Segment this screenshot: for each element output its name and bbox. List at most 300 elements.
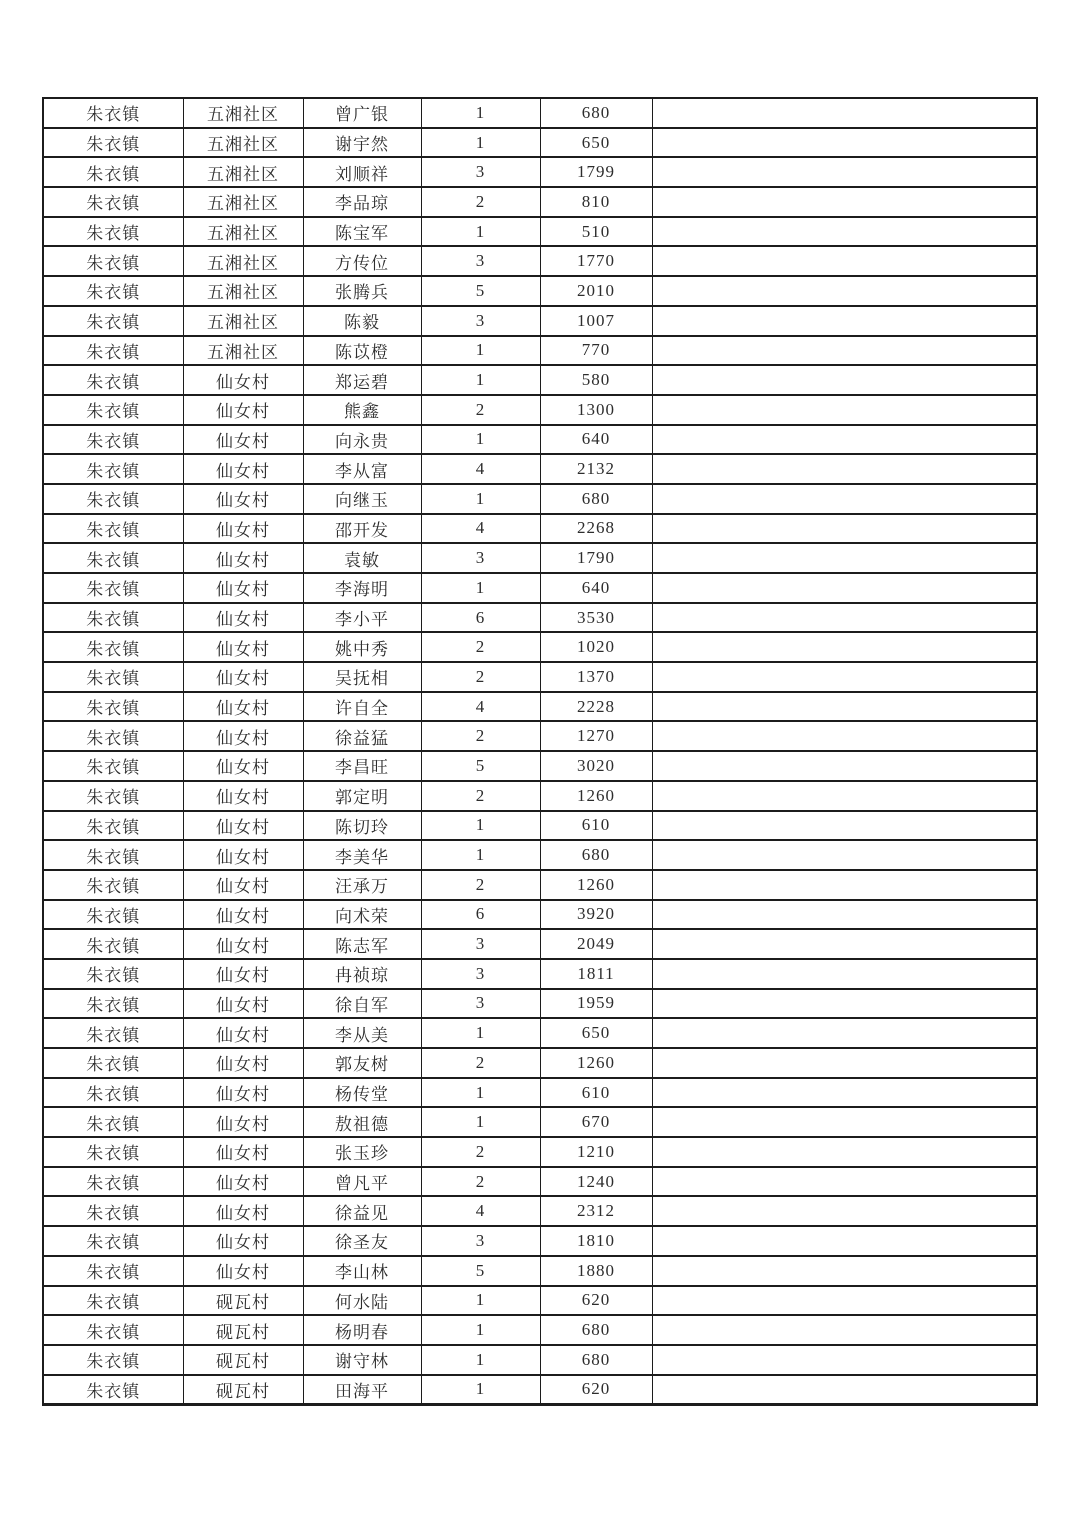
table-row	[43, 1286, 1037, 1316]
table-row	[43, 187, 1037, 217]
table-row	[43, 98, 1037, 128]
name-cell: 张玉珍	[303, 1137, 421, 1167]
amount-cell: 2010	[540, 276, 652, 306]
count-cell: 1	[421, 1107, 540, 1137]
name-cell: 谢宇然	[303, 128, 421, 158]
community-cell: 砚瓦村	[183, 1375, 303, 1405]
name-cell: 吴抚相	[303, 662, 421, 692]
amount-cell: 1799	[540, 157, 652, 187]
table-row	[43, 1167, 1037, 1197]
community-cell: 砚瓦村	[183, 1286, 303, 1316]
amount-cell: 1770	[540, 246, 652, 276]
table-row	[43, 870, 1037, 900]
name-cell: 陈切玲	[303, 811, 421, 841]
community-cell: 仙女村	[183, 365, 303, 395]
community-cell: 仙女村	[183, 989, 303, 1019]
town-cell: 朱衣镇	[43, 573, 183, 603]
community-cell: 仙女村	[183, 603, 303, 633]
name-cell: 郭友树	[303, 1048, 421, 1078]
community-cell: 仙女村	[183, 1018, 303, 1048]
community-cell: 五湘社区	[183, 306, 303, 336]
table-row	[43, 395, 1037, 425]
note-cell	[652, 98, 1037, 128]
note-cell	[652, 811, 1037, 841]
town-cell: 朱衣镇	[43, 128, 183, 158]
name-cell: 李昌旺	[303, 751, 421, 781]
town-cell: 朱衣镇	[43, 1137, 183, 1167]
amount-cell: 1270	[540, 721, 652, 751]
table-row	[43, 692, 1037, 722]
count-cell: 1	[421, 336, 540, 366]
amount-cell: 2268	[540, 514, 652, 544]
name-cell: 陈毅	[303, 306, 421, 336]
community-cell: 仙女村	[183, 811, 303, 841]
community-cell: 五湘社区	[183, 128, 303, 158]
count-cell: 1	[421, 484, 540, 514]
note-cell	[652, 395, 1037, 425]
town-cell: 朱衣镇	[43, 425, 183, 455]
name-cell: 何水陆	[303, 1286, 421, 1316]
note-cell	[652, 484, 1037, 514]
community-cell: 仙女村	[183, 454, 303, 484]
amount-cell: 2228	[540, 692, 652, 722]
table-row	[43, 217, 1037, 247]
name-cell: 邵开发	[303, 514, 421, 544]
town-cell: 朱衣镇	[43, 1286, 183, 1316]
name-cell: 徐自军	[303, 989, 421, 1019]
name-cell: 李海明	[303, 573, 421, 603]
town-cell: 朱衣镇	[43, 1196, 183, 1226]
community-cell: 仙女村	[183, 662, 303, 692]
count-cell: 2	[421, 870, 540, 900]
count-cell: 3	[421, 157, 540, 187]
note-cell	[652, 1167, 1037, 1197]
community-cell: 五湘社区	[183, 157, 303, 187]
note-cell	[652, 751, 1037, 781]
count-cell: 1	[421, 1018, 540, 1048]
town-cell: 朱衣镇	[43, 98, 183, 128]
note-cell	[652, 929, 1037, 959]
note-cell	[652, 306, 1037, 336]
amount-cell: 580	[540, 365, 652, 395]
table-row	[43, 514, 1037, 544]
town-cell: 朱衣镇	[43, 157, 183, 187]
community-cell: 仙女村	[183, 870, 303, 900]
community-cell: 五湘社区	[183, 246, 303, 276]
town-cell: 朱衣镇	[43, 1226, 183, 1256]
town-cell: 朱衣镇	[43, 781, 183, 811]
community-cell: 仙女村	[183, 573, 303, 603]
table-row	[43, 929, 1037, 959]
note-cell	[652, 900, 1037, 930]
community-cell: 仙女村	[183, 425, 303, 455]
note-cell	[652, 128, 1037, 158]
note-cell	[652, 157, 1037, 187]
amount-cell: 3020	[540, 751, 652, 781]
note-cell	[652, 989, 1037, 1019]
amount-cell: 640	[540, 573, 652, 603]
name-cell: 向继玉	[303, 484, 421, 514]
name-cell: 许自全	[303, 692, 421, 722]
community-cell: 仙女村	[183, 484, 303, 514]
community-cell: 仙女村	[183, 1137, 303, 1167]
note-cell	[652, 721, 1037, 751]
community-cell: 仙女村	[183, 1048, 303, 1078]
town-cell: 朱衣镇	[43, 840, 183, 870]
table-row	[43, 959, 1037, 989]
community-cell: 仙女村	[183, 900, 303, 930]
name-cell: 徐益见	[303, 1196, 421, 1226]
table-row	[43, 1226, 1037, 1256]
name-cell: 刘顺祥	[303, 157, 421, 187]
town-cell: 朱衣镇	[43, 1256, 183, 1286]
amount-cell: 680	[540, 484, 652, 514]
count-cell: 2	[421, 632, 540, 662]
note-cell	[652, 662, 1037, 692]
note-cell	[652, 1315, 1037, 1345]
table-row	[43, 721, 1037, 751]
town-cell: 朱衣镇	[43, 870, 183, 900]
amount-cell: 610	[540, 1078, 652, 1108]
note-cell	[652, 1078, 1037, 1108]
table-row	[43, 306, 1037, 336]
count-cell: 1	[421, 1345, 540, 1375]
note-cell	[652, 246, 1037, 276]
town-cell: 朱衣镇	[43, 1048, 183, 1078]
note-cell	[652, 1018, 1037, 1048]
community-cell: 仙女村	[183, 395, 303, 425]
community-cell: 仙女村	[183, 840, 303, 870]
table-row	[43, 1137, 1037, 1167]
count-cell: 4	[421, 454, 540, 484]
town-cell: 朱衣镇	[43, 929, 183, 959]
count-cell: 2	[421, 1137, 540, 1167]
count-cell: 4	[421, 692, 540, 722]
amount-cell: 680	[540, 840, 652, 870]
table-row	[43, 484, 1037, 514]
amount-cell: 1300	[540, 395, 652, 425]
name-cell: 张腾兵	[303, 276, 421, 306]
count-cell: 2	[421, 395, 540, 425]
town-cell: 朱衣镇	[43, 1018, 183, 1048]
town-cell: 朱衣镇	[43, 365, 183, 395]
note-cell	[652, 276, 1037, 306]
amount-cell: 610	[540, 811, 652, 841]
amount-cell: 2312	[540, 1196, 652, 1226]
note-cell	[652, 543, 1037, 573]
note-cell	[652, 425, 1037, 455]
amount-cell: 1020	[540, 632, 652, 662]
amount-cell: 2049	[540, 929, 652, 959]
name-cell: 陈苡橙	[303, 336, 421, 366]
count-cell: 4	[421, 514, 540, 544]
amount-cell: 1370	[540, 662, 652, 692]
count-cell: 2	[421, 721, 540, 751]
amount-cell: 3920	[540, 900, 652, 930]
note-cell	[652, 781, 1037, 811]
town-cell: 朱衣镇	[43, 900, 183, 930]
community-cell: 仙女村	[183, 751, 303, 781]
table-row	[43, 336, 1037, 366]
community-cell: 仙女村	[183, 959, 303, 989]
count-cell: 1	[421, 98, 540, 128]
amount-cell: 680	[540, 1345, 652, 1375]
amount-cell: 650	[540, 1018, 652, 1048]
amount-cell: 680	[540, 1315, 652, 1345]
town-cell: 朱衣镇	[43, 989, 183, 1019]
count-cell: 1	[421, 1078, 540, 1108]
town-cell: 朱衣镇	[43, 603, 183, 633]
count-cell: 2	[421, 781, 540, 811]
community-cell: 仙女村	[183, 1256, 303, 1286]
note-cell	[652, 217, 1037, 247]
name-cell: 谢守林	[303, 1345, 421, 1375]
town-cell: 朱衣镇	[43, 1107, 183, 1137]
name-cell: 陈宝军	[303, 217, 421, 247]
amount-cell: 1260	[540, 781, 652, 811]
table-row	[43, 1048, 1037, 1078]
note-cell	[652, 1196, 1037, 1226]
town-cell: 朱衣镇	[43, 514, 183, 544]
count-cell: 2	[421, 662, 540, 692]
note-cell	[652, 632, 1037, 662]
name-cell: 敖祖德	[303, 1107, 421, 1137]
count-cell: 3	[421, 929, 540, 959]
count-cell: 1	[421, 1375, 540, 1405]
count-cell: 3	[421, 246, 540, 276]
community-cell: 仙女村	[183, 1078, 303, 1108]
name-cell: 杨明春	[303, 1315, 421, 1345]
note-cell	[652, 1137, 1037, 1167]
name-cell: 陈志军	[303, 929, 421, 959]
table-row	[43, 1107, 1037, 1137]
community-cell: 仙女村	[183, 721, 303, 751]
town-cell: 朱衣镇	[43, 1078, 183, 1108]
amount-cell: 1811	[540, 959, 652, 989]
count-cell: 2	[421, 1048, 540, 1078]
count-cell: 1	[421, 425, 540, 455]
name-cell: 李从美	[303, 1018, 421, 1048]
table-row	[43, 632, 1037, 662]
note-cell	[652, 573, 1037, 603]
amount-cell: 1240	[540, 1167, 652, 1197]
community-cell: 仙女村	[183, 543, 303, 573]
community-cell: 砚瓦村	[183, 1345, 303, 1375]
community-cell: 仙女村	[183, 1107, 303, 1137]
table-row	[43, 900, 1037, 930]
note-cell	[652, 1048, 1037, 1078]
town-cell: 朱衣镇	[43, 484, 183, 514]
name-cell: 姚中秀	[303, 632, 421, 662]
count-cell: 5	[421, 751, 540, 781]
town-cell: 朱衣镇	[43, 1345, 183, 1375]
count-cell: 5	[421, 1256, 540, 1286]
name-cell: 李从富	[303, 454, 421, 484]
community-cell: 仙女村	[183, 632, 303, 662]
town-cell: 朱衣镇	[43, 217, 183, 247]
note-cell	[652, 365, 1037, 395]
note-cell	[652, 1226, 1037, 1256]
note-cell	[652, 1256, 1037, 1286]
table-row	[43, 662, 1037, 692]
table-row	[43, 1078, 1037, 1108]
amount-cell: 650	[540, 128, 652, 158]
community-cell: 仙女村	[183, 514, 303, 544]
community-cell: 五湘社区	[183, 98, 303, 128]
name-cell: 李山林	[303, 1256, 421, 1286]
town-cell: 朱衣镇	[43, 395, 183, 425]
count-cell: 1	[421, 217, 540, 247]
table-row	[43, 1315, 1037, 1345]
amount-cell: 3530	[540, 603, 652, 633]
amount-cell: 1007	[540, 306, 652, 336]
community-cell: 五湘社区	[183, 276, 303, 306]
community-cell: 五湘社区	[183, 336, 303, 366]
count-cell: 1	[421, 840, 540, 870]
town-cell: 朱衣镇	[43, 811, 183, 841]
table-row	[43, 751, 1037, 781]
amount-cell: 1810	[540, 1226, 652, 1256]
town-cell: 朱衣镇	[43, 1375, 183, 1405]
count-cell: 3	[421, 959, 540, 989]
name-cell: 李美华	[303, 840, 421, 870]
table-row	[43, 840, 1037, 870]
community-cell: 仙女村	[183, 1226, 303, 1256]
amount-cell: 1959	[540, 989, 652, 1019]
table-row	[43, 573, 1037, 603]
town-cell: 朱衣镇	[43, 336, 183, 366]
town-cell: 朱衣镇	[43, 959, 183, 989]
name-cell: 徐圣友	[303, 1226, 421, 1256]
table-row	[43, 128, 1037, 158]
count-cell: 6	[421, 900, 540, 930]
table-row	[43, 989, 1037, 1019]
amount-cell: 620	[540, 1286, 652, 1316]
town-cell: 朱衣镇	[43, 751, 183, 781]
note-cell	[652, 1107, 1037, 1137]
table-row	[43, 246, 1037, 276]
name-cell: 袁敏	[303, 543, 421, 573]
table-body	[43, 98, 1037, 1405]
name-cell: 汪承万	[303, 870, 421, 900]
amount-cell: 810	[540, 187, 652, 217]
count-cell: 3	[421, 543, 540, 573]
town-cell: 朱衣镇	[43, 543, 183, 573]
count-cell: 1	[421, 811, 540, 841]
amount-cell: 1260	[540, 870, 652, 900]
town-cell: 朱衣镇	[43, 306, 183, 336]
count-cell: 6	[421, 603, 540, 633]
count-cell: 3	[421, 306, 540, 336]
town-cell: 朱衣镇	[43, 692, 183, 722]
table-row	[43, 157, 1037, 187]
town-cell: 朱衣镇	[43, 632, 183, 662]
town-cell: 朱衣镇	[43, 662, 183, 692]
note-cell	[652, 514, 1037, 544]
amount-cell: 1880	[540, 1256, 652, 1286]
table-row	[43, 1375, 1037, 1405]
note-cell	[652, 603, 1037, 633]
community-cell: 仙女村	[183, 929, 303, 959]
amount-cell: 670	[540, 1107, 652, 1137]
table-row	[43, 603, 1037, 633]
town-cell: 朱衣镇	[43, 276, 183, 306]
note-cell	[652, 1286, 1037, 1316]
name-cell: 向永贵	[303, 425, 421, 455]
note-cell	[652, 870, 1037, 900]
table-row	[43, 1345, 1037, 1375]
note-cell	[652, 1375, 1037, 1405]
name-cell: 李品琼	[303, 187, 421, 217]
count-cell: 1	[421, 1286, 540, 1316]
community-cell: 五湘社区	[183, 187, 303, 217]
amount-cell: 620	[540, 1375, 652, 1405]
town-cell: 朱衣镇	[43, 187, 183, 217]
subsidy-roster-table	[42, 97, 1038, 1406]
table-row	[43, 425, 1037, 455]
table-row	[43, 454, 1037, 484]
count-cell: 1	[421, 365, 540, 395]
name-cell: 曾凡平	[303, 1167, 421, 1197]
name-cell: 冉祯琼	[303, 959, 421, 989]
name-cell: 曾广银	[303, 98, 421, 128]
note-cell	[652, 454, 1037, 484]
amount-cell: 510	[540, 217, 652, 247]
amount-cell: 770	[540, 336, 652, 366]
town-cell: 朱衣镇	[43, 1167, 183, 1197]
count-cell: 1	[421, 573, 540, 603]
amount-cell: 2132	[540, 454, 652, 484]
community-cell: 仙女村	[183, 692, 303, 722]
count-cell: 1	[421, 128, 540, 158]
name-cell: 郑运碧	[303, 365, 421, 395]
table-row	[43, 543, 1037, 573]
count-cell: 3	[421, 1226, 540, 1256]
name-cell: 熊鑫	[303, 395, 421, 425]
note-cell	[652, 840, 1037, 870]
table-row	[43, 811, 1037, 841]
name-cell: 方传位	[303, 246, 421, 276]
town-cell: 朱衣镇	[43, 454, 183, 484]
count-cell: 4	[421, 1196, 540, 1226]
name-cell: 郭定明	[303, 781, 421, 811]
community-cell: 五湘社区	[183, 217, 303, 247]
town-cell: 朱衣镇	[43, 246, 183, 276]
note-cell	[652, 336, 1037, 366]
note-cell	[652, 187, 1037, 217]
table-row	[43, 365, 1037, 395]
name-cell: 杨传堂	[303, 1078, 421, 1108]
count-cell: 2	[421, 187, 540, 217]
count-cell: 3	[421, 989, 540, 1019]
community-cell: 仙女村	[183, 1196, 303, 1226]
note-cell	[652, 1345, 1037, 1375]
amount-cell: 1790	[540, 543, 652, 573]
table-row	[43, 1256, 1037, 1286]
note-cell	[652, 692, 1037, 722]
note-cell	[652, 959, 1037, 989]
name-cell: 田海平	[303, 1375, 421, 1405]
table-row	[43, 1018, 1037, 1048]
name-cell: 李小平	[303, 603, 421, 633]
community-cell: 砚瓦村	[183, 1315, 303, 1345]
community-cell: 仙女村	[183, 781, 303, 811]
table-row	[43, 781, 1037, 811]
town-cell: 朱衣镇	[43, 1315, 183, 1345]
table-row	[43, 1196, 1037, 1226]
town-cell: 朱衣镇	[43, 721, 183, 751]
table-row	[43, 276, 1037, 306]
